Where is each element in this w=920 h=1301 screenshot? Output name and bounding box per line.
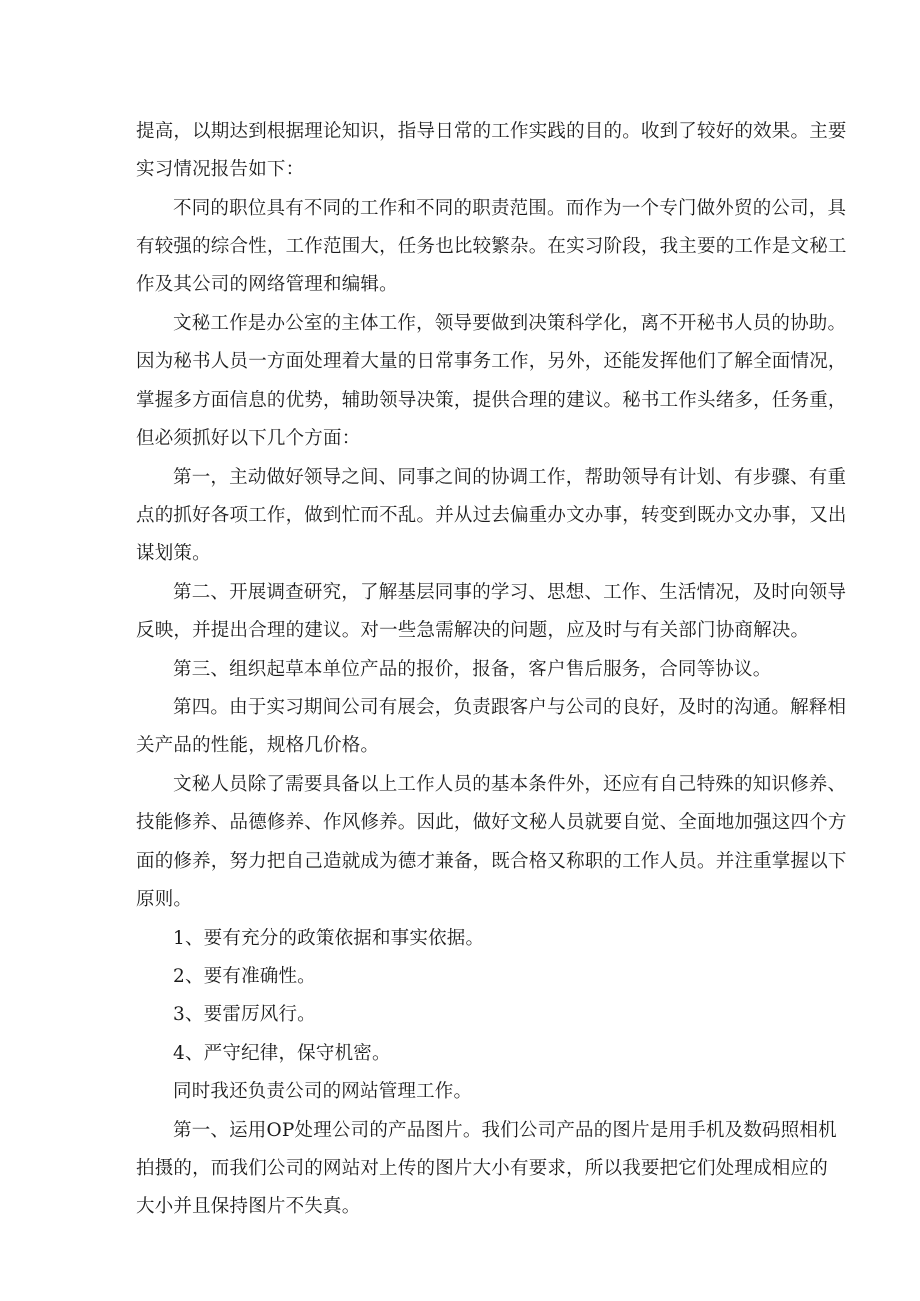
list-item: 3、要雷厉风行。 [173, 1004, 316, 1025]
text-line: 作及其公司的网络管理和编辑。 [136, 274, 398, 295]
text-line: 大小并且保持图片不失真。 [136, 1196, 361, 1217]
text-line: 实习情况报告如下： [136, 159, 305, 180]
text-line: 第三、组织起草本单位产品的报价，报备，客户售后服务，合同等协议。 [173, 659, 772, 680]
text-line: 反映，并提出合理的建议。对一些急需解决的问题，应及时与有关部门协商解决。 [136, 620, 810, 641]
text-line: 因为秘书人员一方面处理着大量的日常事务工作，另外，还能发挥他们了解全面情况， [136, 351, 847, 372]
text-line: 技能修养、品德修养、作风修养。因此，做好文秘人员就要自觉、全面地加强这四个方 [136, 812, 847, 833]
text-line: 第二、开展调查研究，了解基层同事的学习、思想、工作、生活情况，及时向领导 [173, 582, 847, 603]
list-item: 4、严守纪律，保守机密。 [173, 1043, 391, 1064]
text-line: 关产品的性能，规格几价格。 [136, 735, 380, 756]
text-line: 文秘工作是办公室的主体工作，领导要做到决策科学化，离不开秘书人员的协助。 [173, 313, 847, 334]
text-line: 第四。由于实习期间公司有展会，负责跟客户与公司的良好，及时的沟通。解释相 [173, 697, 847, 718]
text-line: 文秘人员除了需要具备以上工作人员的基本条件外，还应有自己特殊的知识修养、 [173, 774, 847, 795]
text-line: 同时我还负责公司的网站管理工作。 [173, 1081, 473, 1102]
text-line: 但必须抓好以下几个方面： [136, 428, 361, 449]
text-line: 掌握多方面信息的优势，辅助领导决策，提供合理的建议。秘书工作头绪多，任务重， [136, 390, 847, 411]
list-item: 1、要有充分的政策依据和事实依据。 [173, 928, 485, 949]
text-line: 点的抓好各项工作，做到忙而不乱。并从过去偏重办文办事，转变到既办文办事，又出 [136, 505, 847, 526]
text-line: 谋划策。 [136, 543, 211, 564]
text-line: 面的修养，努力把自己造就成为德才兼备，既合格又称职的工作人员。并注重掌握以下 [136, 851, 847, 872]
text-line: 提高，以期达到根据理论知识，指导日常的工作实践的目的。收到了较好的效果。主要 [136, 121, 847, 142]
text-line: 原则。 [136, 889, 193, 910]
text-line: 拍摄的，而我们公司的网站对上传的图片大小有要求，所以我要把它们处理成相应的 [136, 1158, 828, 1179]
text-line: 有较强的综合性，工作范围大，任务也比较繁杂。在实习阶段，我主要的工作是文秘工 [136, 236, 847, 257]
list-item: 2、要有准确性。 [173, 966, 316, 987]
text-line: 第一，主动做好领导之间、同事之间的协调工作，帮助领导有计划、有步骤、有重 [173, 467, 847, 488]
text-line: 第一、运用OP处理公司的产品图片。我们公司产品的图片是用手机及数码照相机 [173, 1120, 837, 1141]
text-line: 不同的职位具有不同的工作和不同的职责范围。而作为一个专门做外贸的公司，具 [173, 198, 847, 219]
